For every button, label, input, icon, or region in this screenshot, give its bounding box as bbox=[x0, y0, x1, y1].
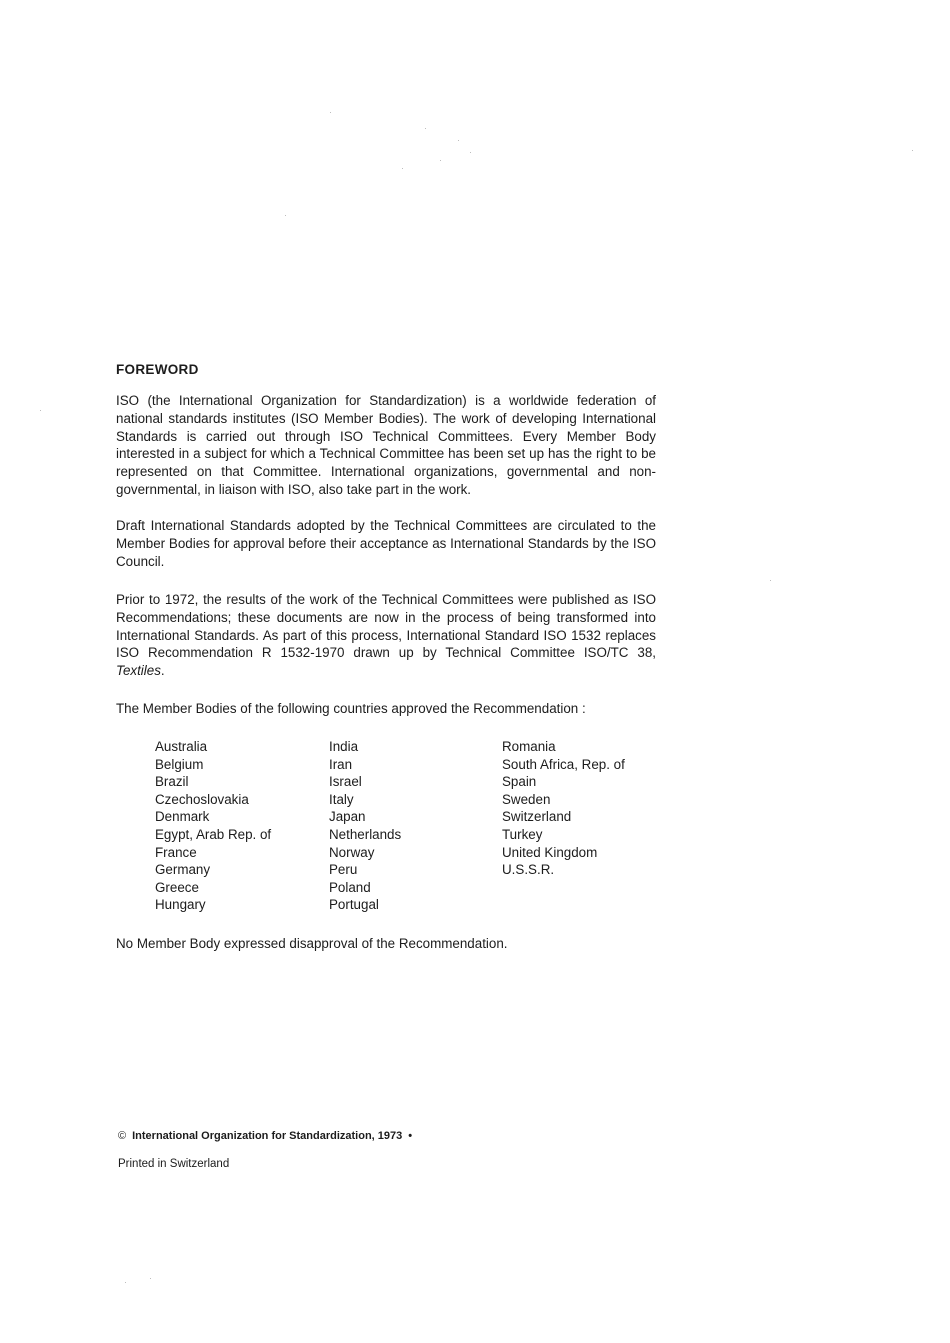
country-name: Israel bbox=[329, 774, 362, 790]
copyright-notice bbox=[118, 1130, 412, 1142]
country-name: South Africa, Rep. of bbox=[502, 756, 625, 772]
country-name: Norway bbox=[329, 844, 375, 860]
scan-speck bbox=[470, 152, 471, 153]
country-name: Belgium bbox=[155, 756, 204, 772]
country-name: Portugal bbox=[329, 897, 379, 913]
country-name: Hungary bbox=[155, 897, 206, 913]
country-name: United Kingdom bbox=[502, 844, 598, 860]
scan-speck bbox=[770, 580, 771, 581]
country-name: Sweden bbox=[502, 791, 551, 807]
country-name: Germany bbox=[155, 862, 211, 878]
foreword-paragraph-2: Draft International Standards adopted by the Technical Committees are circulated to the Member Bodies for approval before their acceptance as International Standards by the ISO Council. bbox=[116, 518, 656, 569]
country-name: Peru bbox=[329, 862, 358, 878]
country-name: France bbox=[155, 844, 197, 860]
country-name: Iran bbox=[329, 756, 353, 772]
country-name: Brazil bbox=[155, 774, 189, 790]
scan-speck bbox=[285, 215, 286, 216]
paragraph-3-text: Prior to 1972, the results of the work of the Technical Committees were published as ISO Recommendations; these documents are now in the process of being transformed into International Standards. As part of this process, International Standard ISO 1532 replaces ISO Recommendation R 1532-1970 drawn up by Technical Committee ISO/TC 38, bbox=[116, 592, 656, 661]
country-name: U.S.S.R. bbox=[502, 862, 555, 878]
committee-name: Textiles bbox=[116, 663, 161, 679]
paragraph-3-period: . bbox=[160, 663, 165, 679]
country-name: India bbox=[329, 739, 359, 754]
country-name: Italy bbox=[329, 791, 354, 807]
country-name: Australia bbox=[155, 739, 208, 754]
printed-location: Printed in Switzerland bbox=[118, 1158, 230, 1170]
country-name: Turkey bbox=[502, 826, 543, 842]
country-name: Switzerland bbox=[502, 809, 572, 825]
country-name: Netherlands bbox=[329, 826, 402, 842]
scan-speck bbox=[330, 112, 331, 113]
no-disapproval-statement: No Member Body expressed disapproval of the Recommendation. bbox=[116, 936, 508, 951]
foreword-heading: FOREWORD bbox=[116, 362, 199, 377]
scan-speck bbox=[425, 128, 426, 129]
country-name: Romania bbox=[502, 739, 556, 754]
country-column-1 bbox=[155, 738, 271, 914]
scan-speck bbox=[402, 168, 403, 169]
country-name: Japan bbox=[329, 809, 366, 825]
scan-speck bbox=[458, 140, 459, 141]
copyright-symbol: © bbox=[118, 1130, 127, 1142]
copyright-text: International Organization for Standardization, 1973 bbox=[132, 1130, 403, 1142]
approved-countries-intro: The Member Bodies of the following countries approved the Recommendation : bbox=[116, 701, 586, 716]
foreword-paragraph-1: ISO (the International Organization for Standardization) is a worldwide federation of national standards institutes (ISO Member Bodies). The work of developing International Standards is carried out through ISO Technical Committees. Every Member Body interested in a subject for which a Technical Committee has been set up has the right to be represented on that Committee. International organizations, governmental and non-governmental, in liaison with ISO, also take part in the work. bbox=[116, 393, 656, 497]
country-name: Poland bbox=[329, 879, 371, 895]
scan-speck bbox=[440, 160, 441, 161]
country-name: Greece bbox=[155, 879, 199, 895]
country-name: Denmark bbox=[155, 809, 210, 825]
country-column-2 bbox=[329, 738, 401, 914]
foreword-paragraph-3 bbox=[116, 591, 656, 680]
scan-speck bbox=[125, 1282, 126, 1283]
country-name: Spain bbox=[502, 774, 537, 790]
country-name: Egypt, Arab Rep. of bbox=[155, 826, 272, 842]
country-name: Czechoslovakia bbox=[155, 791, 249, 807]
scan-speck bbox=[150, 1278, 151, 1279]
scan-speck bbox=[912, 150, 913, 151]
scan-speck bbox=[40, 410, 41, 411]
bullet-mark: • bbox=[408, 1130, 413, 1142]
country-column-3 bbox=[502, 738, 625, 879]
